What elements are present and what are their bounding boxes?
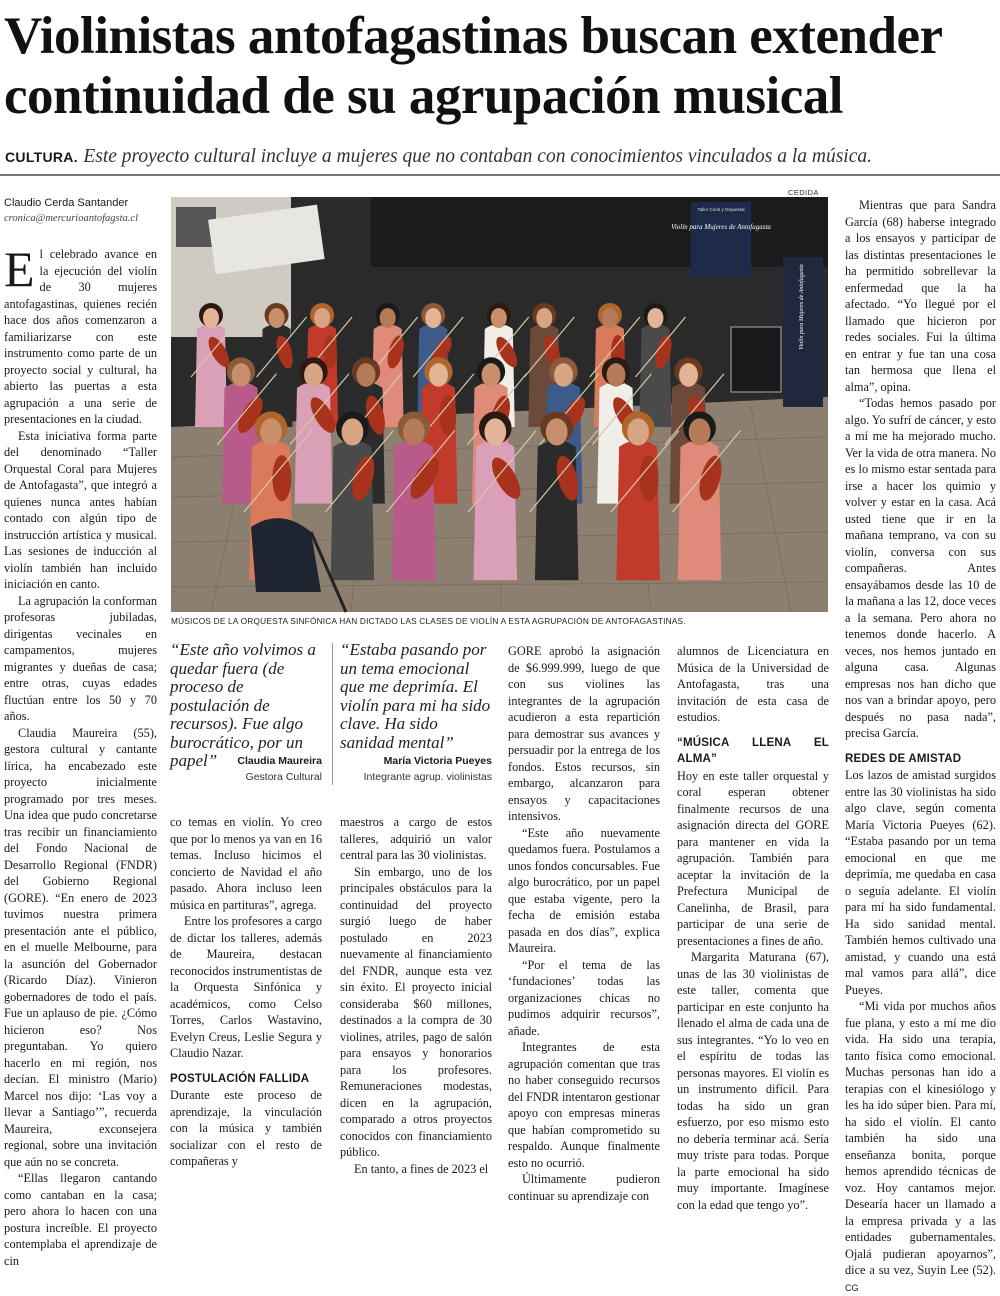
- person-face: [484, 418, 506, 445]
- person-face: [647, 308, 663, 328]
- paragraph: “Este año nuevamente quedamos fuera. Postulamos a unos fondos concursables. Fue algo burocrático, por un papel que estaba vigente, pero la fecha de emisión estaba pasada en dos días”, explica Maureira.: [508, 825, 660, 955]
- person-face: [602, 308, 618, 328]
- person-face: [689, 418, 711, 445]
- banner-main-text: Violín para Mujeres de Antofagasta: [671, 223, 771, 231]
- paragraph: Los lazos de amistad surgidos entre las 30 violinistas ha sido algo clave, según comenta María Victoria Pueyes (62). “Estaba pasando por un tema emocional en que me deprimía, me quedaba en casa o seguía adelante. El violín para mí ha sido fundamental. Ha sido sanidad mental. También hemos cultivado una amistad, y cuando una está mal vamos para allá”, dice Pueyes.: [845, 768, 996, 997]
- column-divider: [332, 643, 333, 785]
- person-face: [380, 308, 396, 328]
- pull-quote-2-role: Integrante agrup. violinistas: [363, 771, 492, 783]
- byline-author: Claudio Cerda Santander: [4, 197, 129, 209]
- paragraph: “Todas hemos pasado por algo. Yo sufrí de cáncer, y esto a mí me ha mejorado mucho. Ver la vida de otra manera. No es lo mismo estar sentada para irse a hacer los quimio y volver y estar en la casa. Acá usted tiene que ir en la mañana temprano, va con su violín, conversa con sus compañeras. Antes ensayábamos desde las 10 de la mañana a las 12, doce veces a la semana. Pero ahora no tenemos donde hacerlo. A veces, nos hemos juntado en alguna casa. Algunas empresas nos han dicho que nos van a brindar apoyo, pero después no pasa nada”, precisa García.: [845, 396, 996, 740]
- photo-credit: CEDIDA: [788, 188, 819, 197]
- pull-quote-1: “Este año volvimos a quedar fuera (de proceso de postulación de recursos). Fue algo burocrático, por un papel”: [170, 640, 316, 770]
- end-mark: CG: [845, 1282, 859, 1293]
- person-face: [304, 363, 323, 387]
- person-face: [425, 308, 441, 328]
- person-face: [491, 308, 507, 328]
- person-face: [314, 308, 330, 328]
- violin-icon: [272, 455, 291, 501]
- person-face: [269, 308, 285, 328]
- paragraph: En tanto, a fines de 2023 el: [354, 1161, 489, 1176]
- banner-small-text: Taller Coral y Orquestal: [697, 207, 745, 212]
- dek: Este proyecto cultural incluye a mujeres que no contaban con conocimientos vinculados a la música.: [83, 146, 872, 167]
- person-face: [232, 363, 251, 387]
- subheading-redes: REDES DE AMISTAD: [845, 752, 962, 765]
- person-face: [342, 418, 364, 445]
- pull-quote-1-name: Claudia Maureira: [237, 755, 322, 767]
- subheading-postulacion: POSTULACIÓN FALLIDA: [170, 1072, 310, 1085]
- paragraph: Mientras que para Sandra García (68) haberse integrado a los ensayos y participar de las distintas presentaciones le ha permitido sobrellevar la enfermedad que la ha afectado. “Yo llegué por el llamado que hicieron por redes sociales. Fui la última en entrar y fue tan una cosa tan hermosa que llena el alma”, opina.: [845, 198, 996, 394]
- pull-quote-2: “Estaba pasando por un tema emocional que me deprimía. El violín para mi ha sido clave. Ha sido sanidad mental”: [340, 640, 491, 752]
- person-face: [357, 363, 376, 387]
- paragraph: El celebrado avance en la ejecución del violín de 30 mujeres antofagastinas, quienes recién hace dos años comenzaron a familiarizarse con este instrumento como parte de un proyecto social y cultural, ha abierto las puertas a esta agrupación a una serie de presentaciones en la ciudad.: [4, 241, 157, 426]
- person-face: [679, 363, 698, 387]
- person-face: [627, 418, 649, 445]
- pull-quote-1-role: Gestora Cultural: [245, 771, 322, 783]
- person-face: [546, 418, 568, 445]
- paragraph: Margarita Maturana (67), unas de las 30 violinistas de este taller, comenta que participar en este conjunto ha llenado el alma de cada una de sus integrantes. “Yo lo veo en el espíritu de todas las personas mayores. El violín es un instrumento difícil. Para todas ha sido un gran esfuerzo, por eso mismo esto no debería terminar acá. Sería muy triste para todas. Porque la parte emocional ha sido muy importante. Imagínese con la edad que tengo yo”.: [677, 950, 829, 1212]
- drop-cap: E: [4, 241, 35, 297]
- person-face: [260, 418, 282, 445]
- group-photo: [171, 197, 828, 612]
- person-face: [607, 363, 626, 387]
- byline-email: cronica@mercurioantofagsta.cl: [4, 213, 138, 224]
- paragraph: Durante este proceso de aprendizaje, la vinculación con la música y también socializar con el resto de compañeras y: [170, 1088, 322, 1168]
- paragraph: co temas en violín. Yo creo que por lo menos ya van en 16 temas. Incluso hicimos el concierto de Navidad el año pasado. Ahora incluso leen música en partituras”, agrega.: [170, 815, 322, 912]
- person-face: [403, 418, 425, 445]
- paragraph: Esta iniciativa forma parte del denominado “Taller Orquestal Coral para Mujeres de Antofagasta”, que integró a quienes nunca antes habían contado con algún tipo de instrucción artística y musical. Las sesiones de inducción al violín también han incluido iniciación en canto.: [4, 428, 157, 591]
- violin-icon: [440, 395, 457, 435]
- paragraph: “Ellas llegaron cantando como cantaban en la casa; pero ahora lo hacen con una postura increíble. El proyecto contemplaba el aprendizaje de cin: [4, 1171, 157, 1268]
- group-photo-illustration: [171, 197, 828, 612]
- headline: Violinistas antofagastinas buscan extender continuidad de su agrupación musical: [4, 7, 942, 125]
- paragraph: Claudia Maureira (55), gestora cultural y cantante lírica, ha encabezado este proyecto inicialmente programado por tres meses. Una idea que pudo concretarse tras recibir un financiamiento del Fondo Nacional de Desarrollo Regional (FNDR) del Gobierno Regional (GORE). “En enero de 2023 tuvimos nuestra primera presentación ante el público, en el muelle Melbourne, para la asunción del Gobernador (Ricardo Díaz). Vinieron gobernadores de todo el país. Fue un aplauso de pie. ¿Cómo hicieron eso? Nos preguntaban. Yo quiero hacerlo en mi región, nos decían. El ministro (Mario) Marcel nos dijo: ‘Las voy a llevar a Santiago’”, recuerda Maureira, exconsejera regional, sobre una invitación que aún no se concreta.: [4, 725, 157, 1169]
- paragraph: La agrupación la conforman profesoras jubiladas, dirigentas vecinales en campamentos, mujeres migrantes y dueñas de casa; entre otras, cuyas edades fluctúan entre los 50 y 70 años.: [4, 593, 157, 723]
- subheadline: [5, 146, 995, 168]
- paragraph: Integrantes de esta agrupación comentan que tras no haber conseguido recursos del FNDR intentaron gestionar apoyo con empresas mineras que habían comprometido su respaldo. Aunque finalmente esto no ocurrió.: [508, 1040, 660, 1170]
- violin-icon: [640, 455, 659, 501]
- paragraph: GORE aprobó la asignación de $6.999.999, luego de que con sus violines las integrantes de la agrupación acudieron a esta repartición para demostrar sus avances y persuadir por la entrega de los fondos. Estos recursos, sin embargo, alcanzaron para ensayos y capacitaciones intensivos.: [508, 644, 660, 823]
- paragraph: Sin embargo, uno de los principales obstáculos para la continuidad del proyecto surgió luego de haber postulado en 2023 nuevamente al financiamiento del FNDR, aunque esta vez sin éxito. El proyecto inicial consideraba $60 millones, destinados a la compra de 30 violines, atriles, pago de salón para ensayos y honorarios para los profesores. Remuneraciones modestas, dicen en la agrupación, comparado a otros proyectos conocidos con financiamiento público.: [340, 864, 492, 1159]
- paragraph: Entre los profesores a cargo de dictar los talleres, además de Maureira, destacan reconocidos instrumentistas de la Orquesta Sinfónica y académicos, como Celso Torres, Carlos Wastavino, Evelyn Creus, Leslie Segura y Claudio Nazar.: [170, 914, 322, 1060]
- article-column-4: [508, 643, 660, 1203]
- person-face: [429, 363, 448, 387]
- person-face: [536, 308, 552, 328]
- paragraph: Últimamente pudieron continuar su aprendizaje con: [508, 1172, 660, 1203]
- header-rule: [0, 174, 1000, 176]
- subheading-musica: “MÚSICA LLENA EL ALMA”: [677, 736, 829, 765]
- article-column-1: [4, 241, 157, 1268]
- section-kicker: CULTURA.: [5, 149, 78, 165]
- pull-quote-2-name: María Victoria Pueyes: [383, 755, 492, 767]
- paragraph: alumnos de Licenciatura en Música de la Universidad de Antofagasta, tras una invitación de esta casa de estudios.: [677, 644, 829, 724]
- article-column-2: [170, 814, 322, 1168]
- article-column-6: [845, 197, 996, 1293]
- article-column-3: [340, 814, 492, 1176]
- paragraph: “Por el tema de las ‘fundaciones’ todas las organizaciones chicas no pudimos adquirir recursos”, añade.: [508, 957, 660, 1038]
- photo-caption: MÚSICOS DE LA ORQUESTA SINFÓNICA HAN DICTADO LAS CLASES DE VIOLÍN A ESTA AGRUPACIÓN DE ANTOFAGASTINAS.: [171, 616, 686, 626]
- side-banner-text: Violín para Mujeres de Antofagasta: [799, 264, 805, 350]
- article-column-5: [677, 643, 829, 1212]
- person-face: [554, 363, 573, 387]
- paragraph: Hoy en este taller orquestal y coral esperan obtener finalmente recursos de una asignación directa del GORE para mantener en vida la agrupación. También para aceptar la invitación de la Prefectura Municipal de Canelinha, de Brasil, para participar de una serie de presentaciones a fines de año.: [677, 768, 829, 948]
- paragraph: “Mi vida por muchos años fue plana, y esto a mí me dio vida. Ha sido una terapia, tanto física como emocional. Muchas personas han ido a terapias con el kinesiólogo y les ha ido súper bien. Para mí, ha sido el violín. El canto también ha sido una enseñanza bonita, porque hemos aprendido técnicas de voz. Hoy cantamos mejor. Desearía hacer un llamado a la empresa privada y a las entidades gubernamentales. Ojalá pudieran apoyarnos”, dice a su vez, Suyin Lee (52). CG: [845, 999, 996, 1293]
- person-face: [482, 363, 501, 387]
- person-face: [203, 308, 219, 328]
- paragraph: maestros a cargo de estos talleres, adquirió un valor central para las 30 violinistas.: [340, 815, 492, 862]
